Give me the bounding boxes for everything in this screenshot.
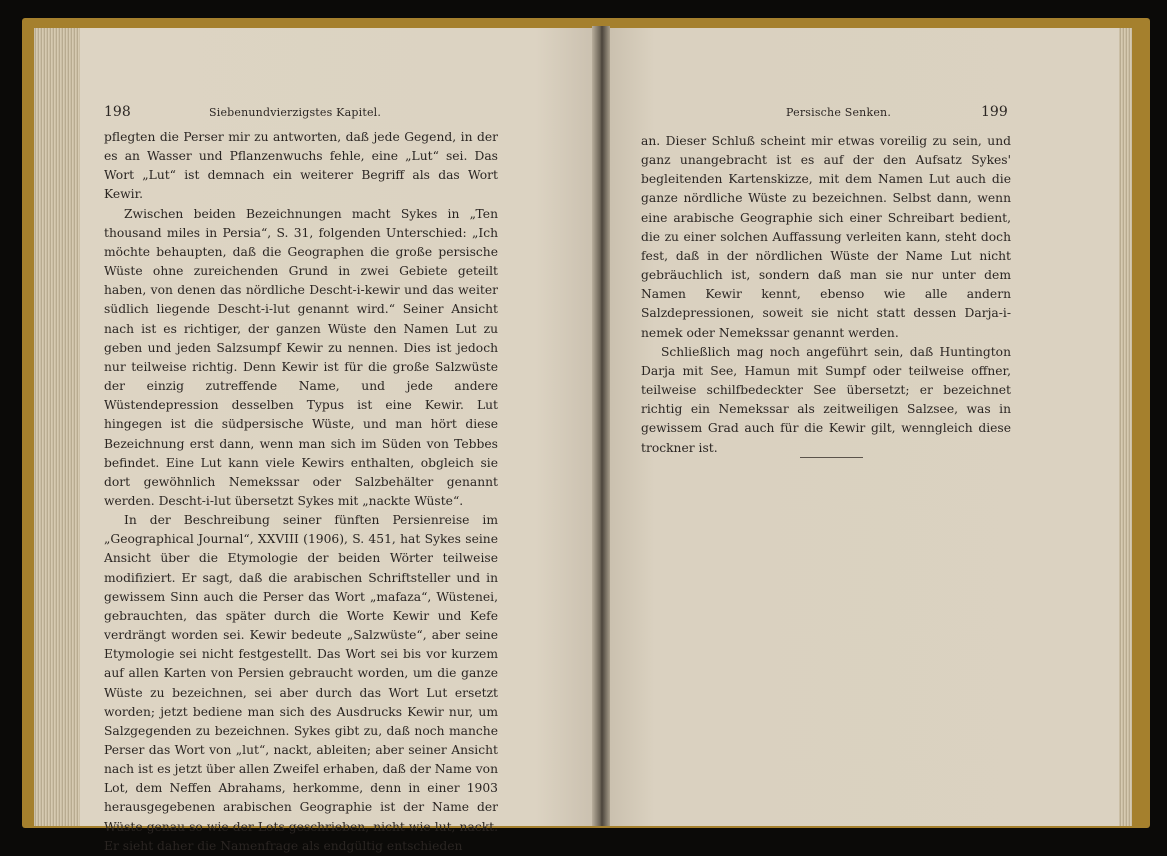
right-body-text: [641, 132, 1011, 458]
left-paragraph-2: Zwischen beiden Bezeichnungen macht Sykes in „Ten thousand miles in Persia“, S. 31, folgenden Unterschied: „Ich möchte behaupten, daß die Geographen die große persische Wüste ohne zureichenden Grund in zwei Gebiete geteilt haben, von denen das nördliche Descht-i-kewir und das weiter südlich liegende Descht-i-lut genannt wird.“ Seiner Ansicht nach ist es richtiger, der ganzen Wüste den Namen Lut zu geben und jeden Salzsumpf Kewir zu nennen. Dies ist jedoch nur teilweise richtig. Denn Kewir ist für die große Salzwüste der einzig zutreffende Name, und jede andere Wüstendepression desselben Typus ist eine Kewir. Lut hingegen ist die südpersische Wüste, und man hört diese Bezeichnung erst dann, wenn man sich im Süden von Tebbes befindet. Eine Lut kann viele Kewirs enthalten, obgleich sie dort gewöhnlich Nemekssar oder Salzbehälter genannt werden. Descht-i-lut übersetzt Sykes mit „nackte Wüste“.: [104, 206, 498, 508]
left-page: [80, 28, 598, 853]
left-body-text: [104, 128, 498, 856]
book-gutter: [592, 26, 610, 826]
right-paragraph-2: Schließlich mag noch angeführt sein, daß Huntington Darja mit See, Hamun mit Sumpf oder teilweise offner, teilweise schilfbedeckter See übersetzt; er bezeichnet richtig ein Nemekssar als zeitweiligen Salzsee, was in gewissem Grad auch für die Kewir gilt, wenngleich diese trockner ist.: [641, 344, 1011, 455]
left-chapter-title: Siebenundvierzigstes Kapitel.: [209, 106, 382, 119]
right-chapter-title: Persische Senken.: [786, 106, 892, 119]
page-block-left: [34, 28, 82, 826]
left-paragraph-1: pflegten die Perser mir zu antworten, daß jede Gegend, in der es an Wasser und Pflanzenwuchs fehle, eine „Lut“ sei. Das Wort „Lut“ ist demnach ein weiterer Begriff als das Wort Kewir.: [104, 130, 498, 202]
right-page-number: 199: [981, 104, 1008, 120]
right-paragraph-1: an. Dieser Schluß scheint mir etwas voreilig zu sein, und ganz unangebracht ist es auf der den Aufsatz Sykes' begleitenden Kartenskizze, mit dem Namen Lut auch die ganze nördliche Wüste zu bezeichnen. Selbst dann, wenn eine arabische Geographie sich einer Schreibart bedient, die zu einer solchen Auffassung verleiten kann, steht doch fest, daß in der nördlichen Wüste der Name Lut nicht gebräuchlich ist, sondern daß man sie nur unter dem Namen Kewir kennt, ebenso wie alle andern Salzdepressionen, soweit sie nicht statt dessen Darja-i-nemek oder Nemekssar genannt werden.: [641, 134, 1011, 340]
left-paragraph-3: In der Beschreibung seiner fünften Persienreise im „Geographical Journal“, XXVIII (1906), S. 451, hat Sykes seine Ansicht über die Etymologie der beiden Wörter teilweise modifiziert. Er sagt, daß die arabischen Schriftsteller und in gewissem Sinn auch die Perser das Wort „mafaza“, Wüstenei, gebrauchten, das später durch die Worte Kewir und Kefe verdrängt worden sei. Kewir bedeute „Salzwüste“, aber seine Etymologie sei nicht festgestellt. Das Wort sei bis vor kurzem auf allen Karten von Persien gebraucht worden, um die ganze Wüste zu bezeichnen, sei aber durch das Wort Lut ersetzt worden; jetzt bediene man sich des Ausdrucks Kewir nur, um Salzgegenden zu bezeichnen. Sykes gibt zu, daß noch manche Perser das Wort von „lut“, nackt, ableiten; aber seiner Ansicht nach ist es jetzt über allen Zweifel erhaben, daß der Name von Lot, dem Neffen Abrahams, herkomme, denn in einer 1903 herausgegebenen arabischen Geographie ist der Name der Wüste genau so wie der Lots geschrieben, nicht wie lut, nackt. Er sieht daher die Namenfrage als endgültig entschieden: [104, 513, 498, 853]
section-end-rule: [800, 457, 863, 458]
left-page-number: 198: [104, 104, 131, 120]
right-page: [603, 28, 1119, 826]
